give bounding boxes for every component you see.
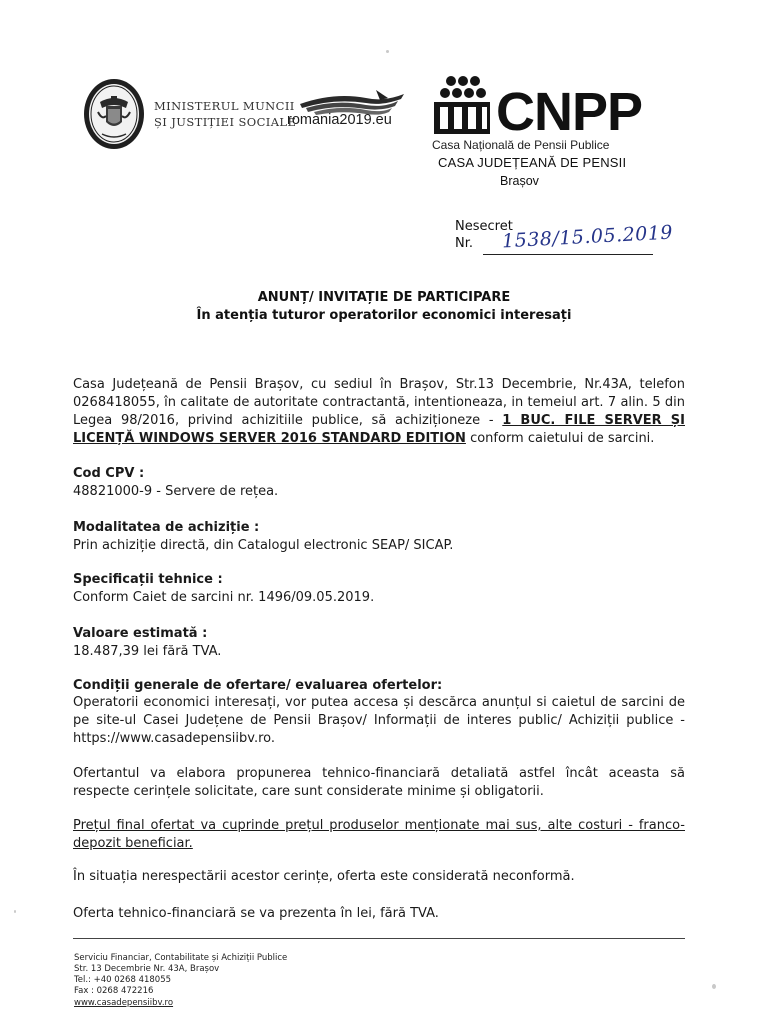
ministry-line-2: ȘI JUSTIȚIEI SOCIALE bbox=[154, 115, 297, 129]
registration-number-line bbox=[483, 254, 653, 255]
currency-paragraph: Oferta tehnico-financiară se va prezenta în lei, fără TVA. bbox=[73, 906, 439, 921]
specs-heading: Specificații tehnice : bbox=[73, 572, 223, 587]
estimated-value-heading: Valoare estimată : bbox=[73, 626, 208, 641]
footer-address: Str. 13 Decembrie Nr. 43A, Brașov bbox=[74, 964, 220, 974]
ministry-name bbox=[154, 98, 296, 130]
cnpp-logo-mark bbox=[432, 74, 492, 136]
institution-city: Brașov bbox=[500, 174, 539, 188]
ministry-line-1: MINISTERUL MUNCII bbox=[154, 99, 295, 113]
footer-website-wrap bbox=[74, 998, 173, 1009]
scan-speck bbox=[386, 50, 389, 53]
intro-product-highlight: 1 BUC. FILE SERVER ȘI LICENȚĂ WINDOWS SERVER 2016 STANDARD EDITION bbox=[73, 413, 685, 446]
price-paragraph: Prețul final ofertat va cuprinde prețul produselor menționate mai sus, alte costuri - franco-depozit beneficiar. bbox=[73, 818, 685, 851]
estimated-value-amount: 18.487,39 lei fără TVA. bbox=[73, 644, 222, 659]
footer-phone: Tel.: +40 0268 418055 bbox=[74, 975, 172, 985]
romania2019-logo-text: romania2019.eu bbox=[287, 112, 392, 128]
footer-fax: Fax : 0268 472216 bbox=[74, 986, 154, 996]
method-value: Prin achiziție directă, din Catalogul electronic SEAP/ SICAP. bbox=[73, 538, 454, 553]
offer-paragraph: Ofertantul va elabora propunerea tehnico-financiară detaliată astfel încât aceasta să respecte cerințele solicitate, care sunt considerate minime și obligatorii. bbox=[73, 766, 685, 799]
government-seal-logo bbox=[82, 76, 146, 152]
document-title: ANUNȚ/ INVITAȚIE DE PARTICIPARE bbox=[257, 290, 511, 305]
document-subtitle: În atenția tuturor operatorilor economici interesați bbox=[196, 308, 572, 323]
intro-paragraph bbox=[73, 376, 685, 448]
footer-website-link[interactable]: www.casadepensiibv.ro bbox=[74, 998, 174, 1008]
footer-department: Serviciu Financiar, Contabilitate și Achiziții Publice bbox=[74, 953, 288, 963]
intro-text-after: conform caietului de sarcini. bbox=[465, 431, 655, 446]
scan-speck bbox=[14, 910, 16, 913]
conditions-paragraph: Operatorii economici interesați, vor putea accesa și descărca anunțul si caietul de sarcini de pe site-ul Casei Județene de Pensii Brașov/ Informații de interes public/ Achiziții publice - https://www.casadepensiibv.ro. bbox=[73, 695, 685, 746]
institution-name: CASA JUDEȚEANĂ DE PENSII bbox=[438, 155, 627, 170]
cnpp-subtitle: Casa Națională de Pensii Publice bbox=[432, 138, 610, 152]
method-heading: Modalitatea de achiziție : bbox=[73, 520, 260, 535]
specs-value: Conform Caiet de sarcini nr. 1496/09.05.2019. bbox=[73, 590, 375, 605]
registration-number-handwritten: 1538/15.05.2019 bbox=[501, 221, 674, 253]
scan-speck bbox=[712, 984, 716, 989]
conditions-heading: Condiții generale de ofertare/ evaluarea ofertelor: bbox=[73, 678, 443, 693]
footer-divider bbox=[73, 938, 685, 939]
cpv-value: 48821000-9 - Servere de rețea. bbox=[73, 484, 279, 499]
intro-text-before: Casa Județeană de Pensii Brașov, cu sediul în Brașov, Str.13 Decembrie, Nr.43A, telefon 0268418055, în calitate de autoritate contractantă, intentioneaza, in temeiul art. 7 alin. 5 din Legea 98/2016, privind achizitiile publice, să achiziționeze - bbox=[73, 377, 685, 428]
nonconformity-paragraph: În situația nerespectării acestor cerințe, oferta este considerată neconformă. bbox=[73, 869, 575, 884]
classification-label: Nesecret bbox=[455, 219, 513, 234]
registration-number-label: Nr. bbox=[455, 236, 474, 251]
cnpp-logo-text: CNPP bbox=[496, 82, 643, 142]
cpv-heading: Cod CPV : bbox=[73, 466, 145, 481]
